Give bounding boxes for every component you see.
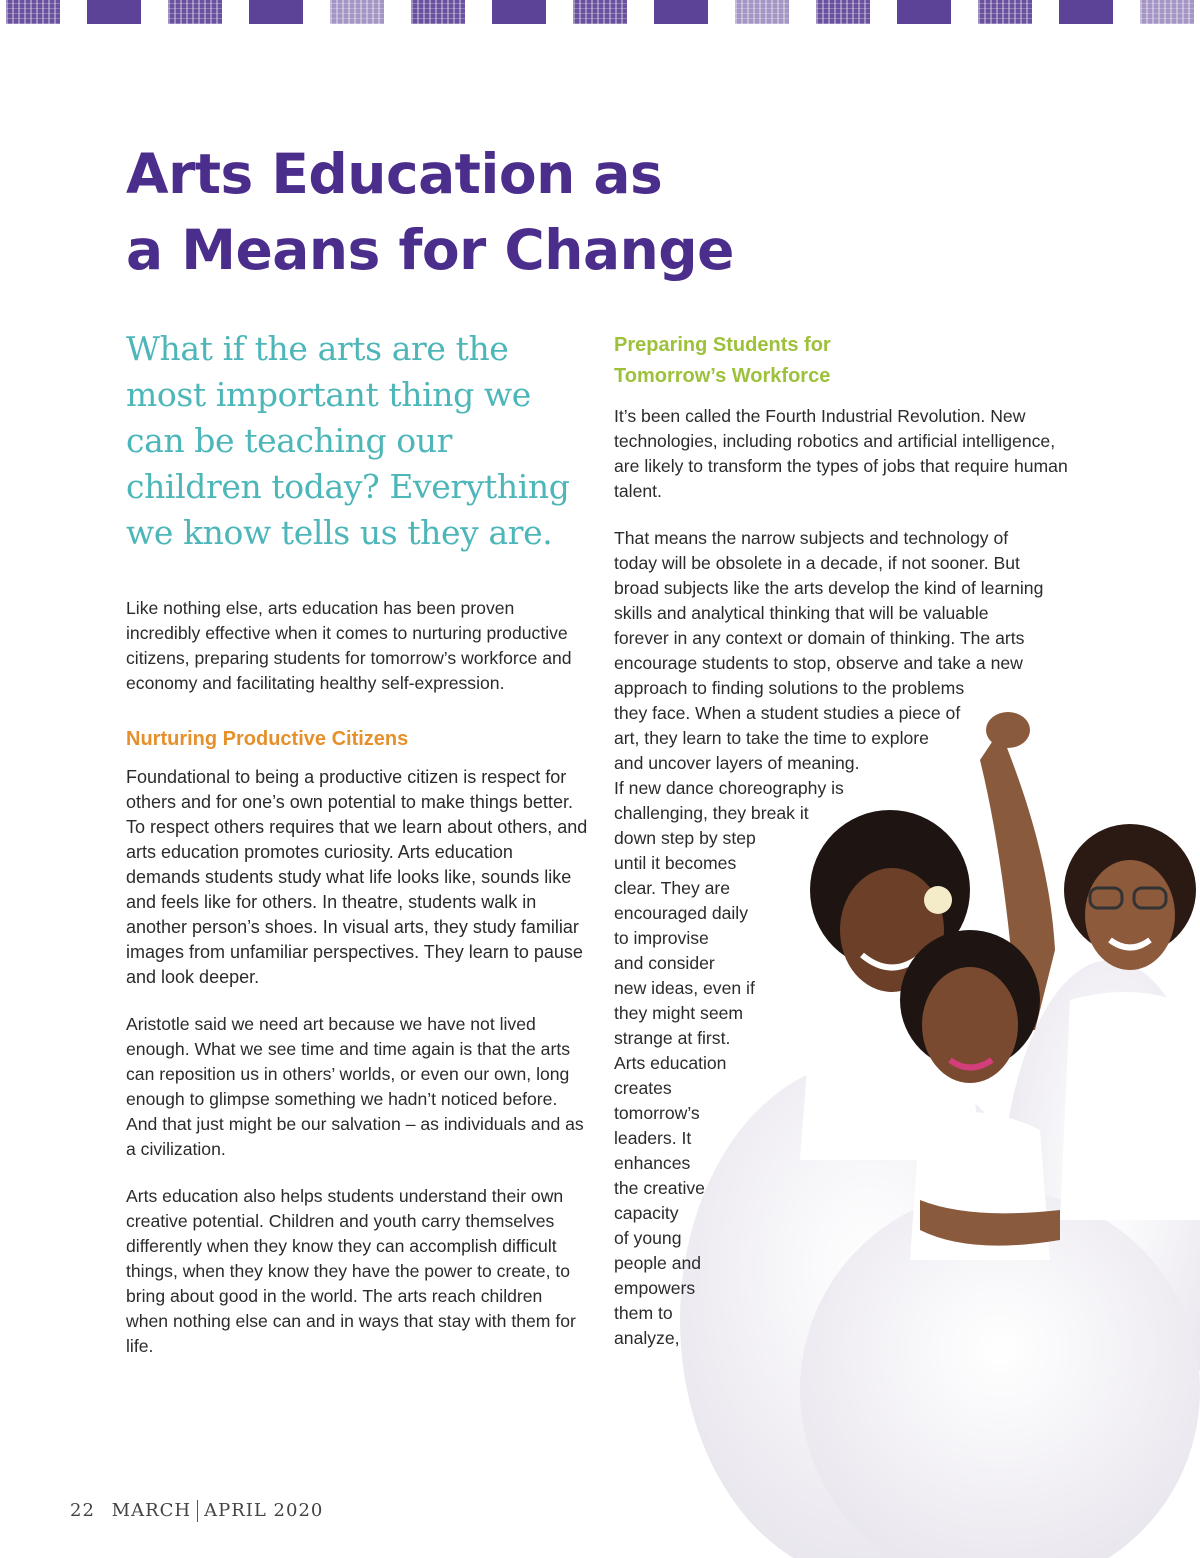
section1-paragraph-3: Arts education also helps students understand their own creative potential. Children and youth carry themselves differently when they know they can accomplish difficult things, when they know they have the power to create, to bring about good in the world. The arts reach children when nothing else can and in ways that stay with them for life. — [126, 1186, 576, 1356]
section2-paragraph-1: It’s been called the Fourth Industrial Revolution. New technologies, including robotics and artificial intelligence, are likely to transform the types of jobs that require human talent. — [614, 406, 1068, 501]
paragraph-line: people and — [614, 1253, 702, 1273]
lead-question: What if the arts are the most important thing we can be teaching our children today? Everything we know tells us they are. — [126, 329, 570, 552]
paragraph-line: creates — [614, 1078, 672, 1098]
border-block — [1059, 0, 1113, 24]
title-line-2: a Means for Change — [126, 218, 734, 282]
article-title — [126, 136, 826, 288]
paragraph-line: strange at first. — [614, 1028, 731, 1048]
paragraph-line: they might seem — [614, 1003, 744, 1023]
intro-paragraph: Like nothing else, arts education has been proven incredibly effective when it comes to nurturing productive citizens, preparing students for tomorrow’s workforce and economy and facilitating healthy self-expression. — [126, 598, 572, 693]
paragraph-line: capacity — [614, 1203, 679, 1223]
paragraph-line: approach to finding solutions to the problems — [614, 678, 965, 698]
section2-paragraph-2 — [614, 526, 1084, 1351]
border-block — [492, 0, 546, 24]
border-block — [1140, 0, 1194, 24]
paragraph-line: until it becomes — [614, 853, 737, 873]
issue-month-1: MARCH — [111, 1500, 192, 1521]
paragraph-line: forever in any context or domain of thinking. The arts — [614, 628, 1025, 648]
paragraph-line: encouraged daily — [614, 903, 749, 923]
paragraph-line: and consider — [614, 953, 715, 973]
paragraph-line: Arts education — [614, 1053, 727, 1073]
paragraph-line: clear. They are — [614, 878, 731, 898]
paragraph-line: leaders. It — [614, 1128, 692, 1148]
paragraph-line: empowers — [614, 1278, 696, 1298]
paragraph-line: That means the narrow subjects and technology of — [614, 528, 1009, 548]
paragraph-line: of young — [614, 1228, 682, 1248]
section-heading-workforce — [614, 330, 1084, 392]
paragraph-line: challenging, they break it — [614, 803, 809, 823]
paragraph-line: the creative — [614, 1178, 705, 1198]
heading-line-2: Tomorrow’s Workforce — [614, 365, 831, 387]
section1-paragraph-1: Foundational to being a productive citizen is respect for others and for one’s own potential to make things better. To respect others requires that we learn about others, and arts education promotes curiosity. Arts education demands students study what life looks like, sounds like and feels like for others. In theatre, students walk in another person’s shoes. In visual arts, they study familiar images from unfamiliar perspectives. They learn to pause and look deeper. — [126, 767, 588, 987]
paragraph-line: to improvise — [614, 928, 709, 948]
paragraph-line: encourage students to stop, observe and take a new — [614, 653, 1023, 673]
decorative-top-border — [0, 0, 1200, 28]
section1-paragraph-2: Aristotle said we need art because we have not lived enough. What we see time and time again is that the arts can reposition us in others’ worlds, or even our own, long enough to glimpse something we hadn’t noticed before. And that just might be our salvation – as individuals and as a civilization. — [126, 1014, 584, 1159]
border-block — [168, 0, 222, 24]
border-block — [249, 0, 303, 24]
paragraph-line: them to — [614, 1303, 673, 1323]
paragraph-line: enhances — [614, 1153, 691, 1173]
paragraph-line: art, they learn to take the time to explore — [614, 728, 929, 748]
paragraph-line: If new dance choreography is — [614, 778, 844, 798]
paragraph-line: broad subjects like the arts develop the kind of learning — [614, 578, 1044, 598]
paragraph-line: today will be obsolete in a decade, if not sooner. But — [614, 553, 1020, 573]
issue-month-2: APRIL 2020 — [204, 1500, 324, 1521]
paragraph-line: new ideas, even if — [614, 978, 755, 998]
right-column — [614, 330, 1084, 1373]
paragraph-line: tomorrow’s — [614, 1103, 700, 1123]
left-column — [126, 326, 588, 1381]
border-block — [573, 0, 627, 24]
border-block — [411, 0, 465, 24]
paragraph-line: skills and analytical thinking that will be valuable — [614, 603, 989, 623]
border-block — [6, 0, 60, 24]
border-block — [654, 0, 708, 24]
border-block — [897, 0, 951, 24]
border-block — [735, 0, 789, 24]
border-block — [87, 0, 141, 24]
title-line-1: Arts Education as — [126, 142, 663, 206]
page-number: 22 — [70, 1500, 95, 1521]
border-block — [816, 0, 870, 24]
page-footer — [70, 1500, 323, 1522]
footer-divider — [197, 1500, 198, 1522]
paragraph-line: and uncover layers of meaning. — [614, 753, 860, 773]
heading-line-1: Preparing Students for — [614, 334, 831, 356]
section-heading-nurturing: Nurturing Productive Citizens — [126, 728, 409, 750]
paragraph-line: down step by step — [614, 828, 756, 848]
paragraph-line: analyze, — [614, 1328, 680, 1348]
border-block — [978, 0, 1032, 24]
border-block — [330, 0, 384, 24]
paragraph-line: they face. When a student studies a piece of — [614, 703, 961, 723]
